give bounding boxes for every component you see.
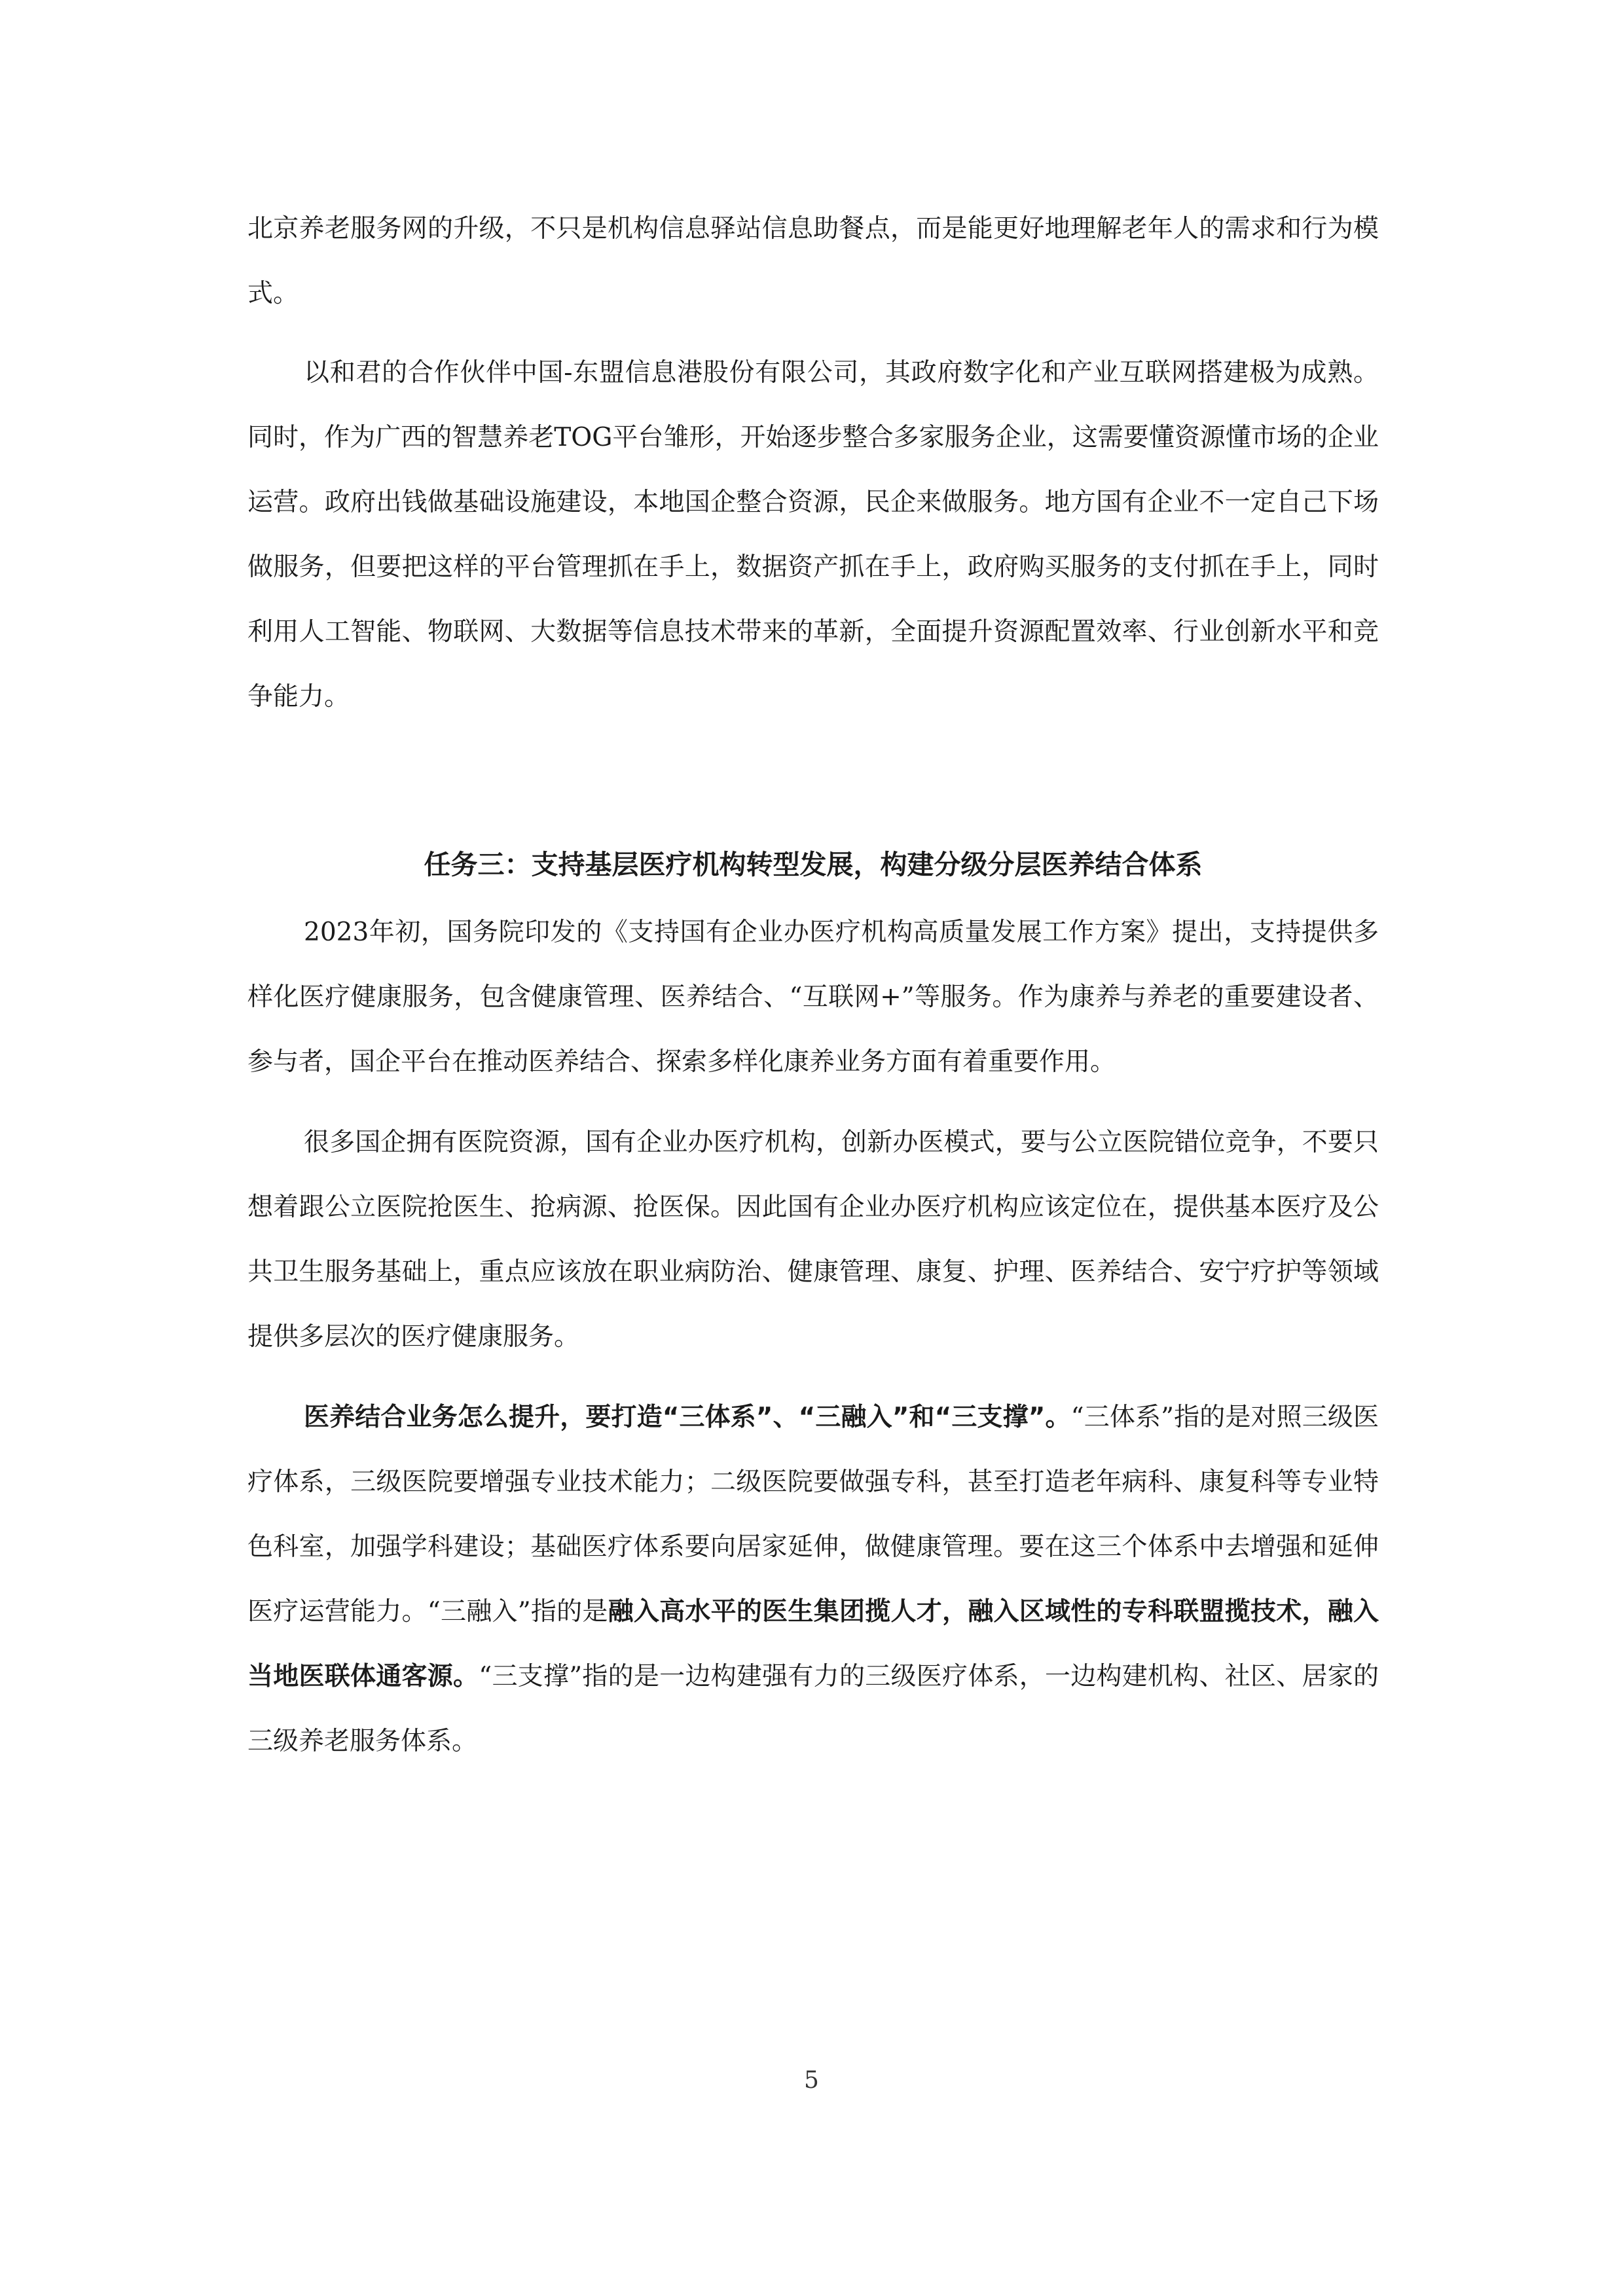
paragraph-5-bold-lead: 医养结合业务怎么提升，要打造“三体系”、“三融入”和“三支撑”。 [304, 1403, 1071, 1432]
paragraph-3: 2023年初，国务院印发的《支持国有企业办医疗机构高质量发展工作方案》提出，支持提供多样化医疗健康服务，包含健康管理、医养结合、“互联网+”等服务。作为康养与养老的重要建设者、参与者，国企平台在推动医养结合、探索多样化康养业务方面有着重要作用。 [247, 918, 1379, 1077]
paragraph-5 [247, 1385, 1379, 1774]
document-body [247, 196, 1379, 1774]
page-number: 5 [804, 2067, 819, 2094]
paragraph-5-text-b: “三支撑”指的是一边构建强有力的三级医疗体系，一边构建机构、社区、居家的三级养老服务体系。 [247, 1662, 1379, 1756]
paragraph-4: 很多国企拥有医院资源，国有企业办医疗机构，创新办医模式，要与公立医院错位竞争，不要只想着跟公立医院抢医生、抢病源、抢医保。因此国有企业办医疗机构应该定位在，提供基本医疗及公共卫生服务基础上，重点应该放在职业病防治、健康管理、康复、护理、医养结合、安宁疗护等领域提供多层次的医疗健康服务。 [247, 1128, 1379, 1352]
paragraph-2: 以和君的合作伙伴中国-东盟信息港股份有限公司，其政府数字化和产业互联网搭建极为成熟。同时，作为广西的智慧养老TOG平台雏形，开始逐步整合多家服务企业，这需要懂资源懂市场的企业运营。政府出钱做基础设施建设，本地国企整合资源，民企来做服务。地方国有企业不一定自己下场做服务，但要把这样的平台管理抓在手上，数据资产抓在手上，政府购买服务的支付抓在手上，同时利用人工智能、物联网、大数据等信息技术带来的革新，全面提升资源配置效率、行业创新水平和竞争能力。 [247, 358, 1379, 711]
section-heading: 任务三：支持基层医疗机构转型发展，构建分级分层医养结合体系 [424, 849, 1203, 880]
paragraph-5-text-a: “三体系”指的是对照三级医疗体系，三级医院要增强专业技术能力；二级医院要做强专科，甚至打造老年病科、康复科等专业特色科室，加强学科建设；基础医疗体系要向居家延伸，做健康管理。要在这三个体系中去增强和延伸医疗运营能力。“三融入”指的是 [247, 1403, 1379, 1626]
paragraph-1: 北京养老服务网的升级，不只是机构信息驿站信息助餐点，而是能更好地理解老年人的需求和行为模式。 [247, 214, 1379, 308]
paragraph-5-bold-mid: 融入高水平的医生集团揽人才，融入区域性的专科联盟揽技术，融入当地医联体通客源。 [247, 1597, 1379, 1691]
